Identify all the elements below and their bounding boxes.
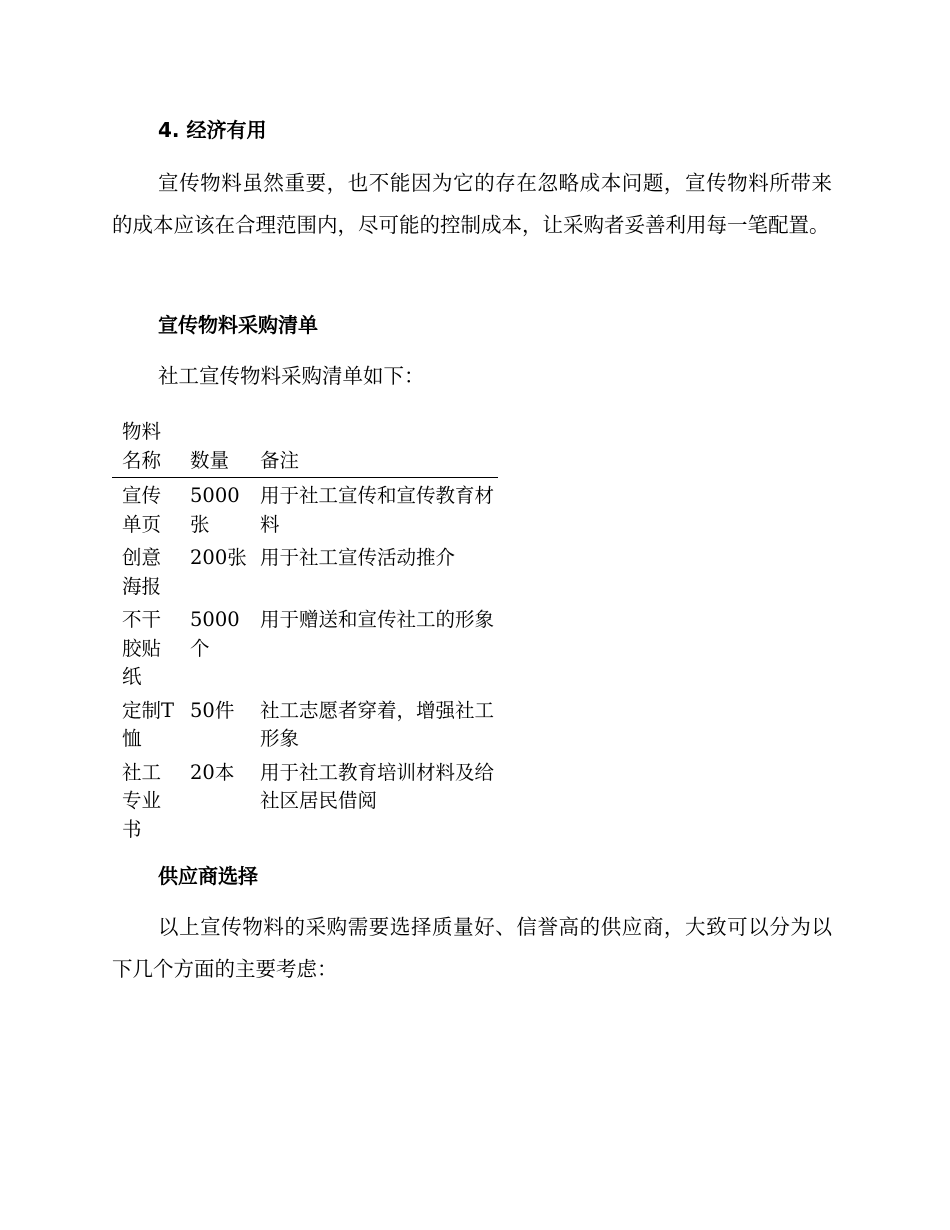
cell-quantity: 50件: [190, 698, 235, 722]
table-header-row: [112, 418, 498, 478]
cell-quantity: 5000张: [190, 484, 240, 536]
cell-item: 不干胶贴纸: [122, 608, 162, 688]
cell-remark: 用于社工宣传活动推介: [260, 546, 456, 569]
heading-supplier: 供应商选择: [158, 864, 258, 888]
table-row: [112, 602, 498, 693]
paragraph-list-intro: 社工宣传物料采购清单如下：: [158, 364, 425, 388]
cell-item: 社工专业书: [122, 760, 162, 841]
cell-item: 创意海报: [122, 546, 162, 598]
cell-quantity: 200张: [190, 546, 247, 569]
table-row: [112, 540, 498, 602]
cell-remark: 用于社工教育培训材料及给社区居民借阅: [260, 760, 495, 812]
column-header-item: 物料名称: [112, 418, 180, 478]
table-row: [112, 478, 498, 541]
paragraph-economical: 宣传物料虽然重要，也不能因为它的存在忽略成本问题，宣传物料所带来的成本应该在合理范围内，尽可能的控制成本，让采购者妥善利用每一笔配置。: [112, 171, 832, 237]
cell-quantity: 5000个: [190, 608, 240, 660]
purchase-table: [112, 418, 498, 845]
cell-remark: 用于赠送和宣传社工的形象: [260, 608, 495, 631]
cell-item: 定制T恤: [122, 698, 175, 750]
heading-purchase-list: 宣传物料采购清单: [158, 313, 318, 337]
cell-remark: 用于社工宣传和宣传教育材料: [260, 484, 495, 536]
cell-item: 宣传单页: [122, 484, 162, 536]
paragraph-supplier: 以上宣传物料的采购需要选择质量好、信誉高的供应商，大致可以分为以下几个方面的主要考虑：: [112, 915, 832, 981]
cell-remark: 社工志愿者穿着，增强社工形象: [260, 698, 495, 750]
column-header-remark: 备注: [250, 418, 498, 478]
table-row: [112, 755, 498, 846]
cell-quantity: 20本: [190, 760, 235, 784]
heading-economical: 4. 经济有用: [158, 118, 267, 142]
column-header-quantity: 数量: [180, 418, 250, 478]
table-row: [112, 693, 498, 755]
